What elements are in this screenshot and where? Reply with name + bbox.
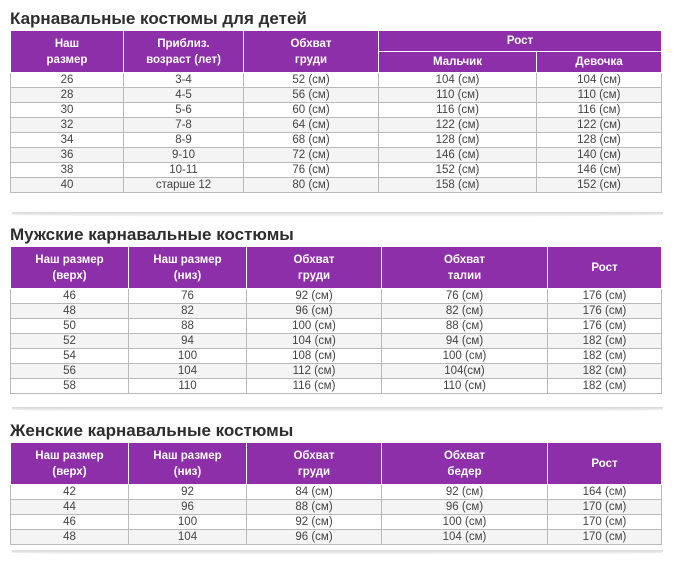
table-row	[11, 178, 662, 193]
table-row	[11, 485, 662, 500]
table-cell: 116 (см)	[247, 379, 382, 394]
table-cell: 170 (см)	[548, 500, 662, 515]
table-row	[11, 500, 662, 515]
table-cell: 122 (см)	[537, 118, 662, 133]
table-cell: 146 (см)	[537, 163, 662, 178]
table-cell: 104 (см)	[379, 73, 537, 88]
table-cell: 8-9	[124, 133, 244, 148]
header-chest: Обхват груди	[244, 31, 379, 73]
table-cell: 152 (см)	[379, 163, 537, 178]
table-row	[11, 103, 662, 118]
men-size-table	[10, 246, 662, 394]
table-cell: 56	[11, 364, 129, 379]
table-cell: 9-10	[124, 148, 244, 163]
table-cell: 116 (см)	[537, 103, 662, 118]
header-chest: Обхват груди	[247, 247, 382, 289]
table-cell: 164 (см)	[548, 485, 662, 500]
table-cell: 32	[11, 118, 124, 133]
table-cell: 96 (см)	[247, 530, 382, 545]
table-cell: 94 (см)	[382, 334, 548, 349]
women-title: Женские карнавальные костюмы	[10, 421, 294, 440]
table-cell: 68 (см)	[244, 133, 379, 148]
table-cell: 56 (см)	[244, 88, 379, 103]
header-size-top: Наш размер (верх)	[11, 247, 129, 289]
table-cell: 82	[129, 304, 247, 319]
table-cell: 104 (см)	[537, 73, 662, 88]
header-height: Рост	[379, 31, 662, 52]
table-cell: 100 (см)	[247, 319, 382, 334]
table-row	[11, 334, 662, 349]
table-cell: 3-4	[124, 73, 244, 88]
table-cell: 176 (см)	[548, 289, 662, 304]
table-cell: 104 (см)	[382, 530, 548, 545]
header-girl: Девочка	[537, 52, 662, 73]
table-shadow	[12, 407, 663, 412]
table-cell: 88 (см)	[382, 319, 548, 334]
table-cell: 82 (см)	[382, 304, 548, 319]
table-cell: 5-6	[124, 103, 244, 118]
table-cell: 176 (см)	[548, 304, 662, 319]
table-cell: 50	[11, 319, 129, 334]
table-cell: 128 (см)	[379, 133, 537, 148]
men-table-body	[11, 289, 662, 394]
table-cell: 30	[11, 103, 124, 118]
table-cell: 108 (см)	[247, 349, 382, 364]
header-boy: Мальчик	[379, 52, 537, 73]
header-height: Рост	[548, 247, 662, 289]
table-cell: 92 (см)	[382, 485, 548, 500]
table-row	[11, 530, 662, 545]
table-cell: 92 (см)	[247, 289, 382, 304]
header-hips: Обхват бедер	[382, 443, 548, 485]
header-size-bottom: Наш размер (низ)	[129, 443, 247, 485]
children-section	[10, 8, 661, 193]
table-cell: 52 (см)	[244, 73, 379, 88]
table-cell: 112 (см)	[247, 364, 382, 379]
table-cell: 96	[129, 500, 247, 515]
children-size-table	[10, 30, 662, 193]
header-age: Приблиз. возраст (лет)	[124, 31, 244, 73]
table-cell: 104	[129, 530, 247, 545]
table-cell: 88 (см)	[247, 500, 382, 515]
table-cell: 92	[129, 485, 247, 500]
table-cell: 40	[11, 178, 124, 193]
table-cell: 64 (см)	[244, 118, 379, 133]
table-cell: 96 (см)	[382, 500, 548, 515]
table-cell: 76 (см)	[244, 163, 379, 178]
table-cell: 72 (см)	[244, 148, 379, 163]
header-chest: Обхват груди	[247, 443, 382, 485]
table-cell: 26	[11, 73, 124, 88]
table-cell: 110 (см)	[537, 88, 662, 103]
table-row	[11, 148, 662, 163]
table-row	[11, 349, 662, 364]
men-title: Мужские карнавальные костюмы	[10, 225, 294, 244]
table-row	[11, 304, 662, 319]
table-row	[11, 319, 662, 334]
table-cell: 36	[11, 148, 124, 163]
table-cell: 176 (см)	[548, 319, 662, 334]
table-cell: 84 (см)	[247, 485, 382, 500]
table-cell: 152 (см)	[537, 178, 662, 193]
table-cell: 100	[129, 349, 247, 364]
table-cell: 110 (см)	[379, 88, 537, 103]
header-waist: Обхват талии	[382, 247, 548, 289]
table-cell: 46	[11, 515, 129, 530]
table-row	[11, 73, 662, 88]
women-section	[10, 420, 661, 545]
table-cell: 182 (см)	[548, 334, 662, 349]
table-cell: старше 12	[124, 178, 244, 193]
table-cell: 92 (см)	[247, 515, 382, 530]
children-title: Карнавальные костюмы для детей	[10, 9, 307, 28]
table-cell: 34	[11, 133, 124, 148]
table-cell: 80 (см)	[244, 178, 379, 193]
table-cell: 182 (см)	[548, 364, 662, 379]
table-cell: 88	[129, 319, 247, 334]
table-cell: 48	[11, 304, 129, 319]
table-row	[11, 364, 662, 379]
table-cell: 94	[129, 334, 247, 349]
table-cell: 76	[129, 289, 247, 304]
table-cell: 110	[129, 379, 247, 394]
table-cell: 122 (см)	[379, 118, 537, 133]
table-cell: 104(см)	[382, 364, 548, 379]
table-row	[11, 163, 662, 178]
table-cell: 38	[11, 163, 124, 178]
table-cell: 182 (см)	[548, 379, 662, 394]
table-row	[11, 379, 662, 394]
table-cell: 10-11	[124, 163, 244, 178]
table-cell: 140 (см)	[537, 148, 662, 163]
table-cell: 46	[11, 289, 129, 304]
table-cell: 54	[11, 349, 129, 364]
table-cell: 44	[11, 500, 129, 515]
table-cell: 116 (см)	[379, 103, 537, 118]
table-cell: 4-5	[124, 88, 244, 103]
table-cell: 48	[11, 530, 129, 545]
table-shadow	[12, 212, 663, 217]
table-cell: 146 (см)	[379, 148, 537, 163]
women-size-table	[10, 442, 662, 545]
table-cell: 96 (см)	[247, 304, 382, 319]
table-row	[11, 133, 662, 148]
header-size: Наш размер	[11, 31, 124, 73]
table-cell: 60 (см)	[244, 103, 379, 118]
children-table-body	[11, 73, 662, 193]
table-row	[11, 118, 662, 133]
table-cell: 170 (см)	[548, 515, 662, 530]
table-cell: 100 (см)	[382, 349, 548, 364]
table-cell: 170 (см)	[548, 530, 662, 545]
header-height: Рост	[548, 443, 662, 485]
table-row	[11, 88, 662, 103]
table-cell: 28	[11, 88, 124, 103]
header-size-bottom: Наш размер (низ)	[129, 247, 247, 289]
table-cell: 104	[129, 364, 247, 379]
women-table-body	[11, 485, 662, 545]
table-row	[11, 289, 662, 304]
table-cell: 158 (см)	[379, 178, 537, 193]
header-size-top: Наш размер (верх)	[11, 443, 129, 485]
table-cell: 7-8	[124, 118, 244, 133]
table-shadow	[12, 550, 663, 555]
table-cell: 52	[11, 334, 129, 349]
table-cell: 128 (см)	[537, 133, 662, 148]
table-cell: 110 (см)	[382, 379, 548, 394]
table-cell: 42	[11, 485, 129, 500]
table-row	[11, 515, 662, 530]
table-cell: 182 (см)	[548, 349, 662, 364]
table-cell: 58	[11, 379, 129, 394]
table-cell: 100	[129, 515, 247, 530]
table-cell: 100 (см)	[382, 515, 548, 530]
men-section	[10, 224, 661, 394]
table-cell: 104 (см)	[247, 334, 382, 349]
table-cell: 76 (см)	[382, 289, 548, 304]
